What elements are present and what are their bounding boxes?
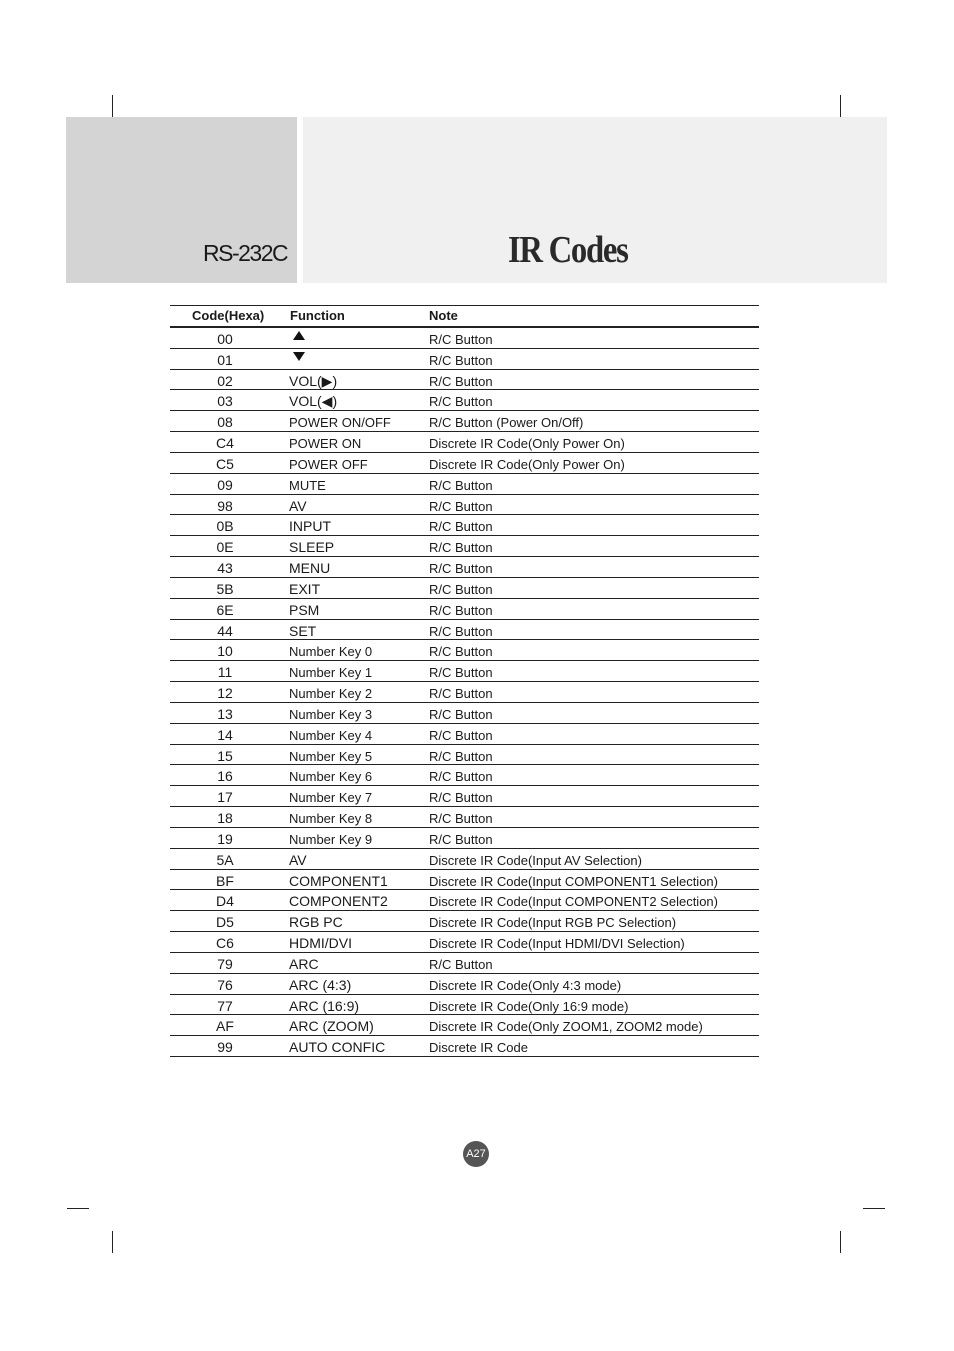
code-cell: D4 [216,893,234,910]
code-cell: BF [216,872,234,889]
note-cell: R/C Button [429,748,493,764]
note-cell: R/C Button [429,706,493,722]
function-cell: POWER OFF [289,456,368,472]
section-label: RS-232C [203,240,288,266]
table-row [170,620,759,641]
code-cell: 5B [216,580,234,597]
note-cell: R/C Button [429,686,493,702]
crop-mark [840,95,841,117]
note-cell: Discrete IR Code [429,1040,528,1056]
code-cell: 15 [217,747,233,764]
note-cell: Discrete IR Code(Input COMPONENT1 Selection) [429,873,718,889]
code-cell: 0E [216,539,234,556]
note-cell: R/C Button [429,498,493,514]
note-cell: Discrete IR Code(Only 4:3 mode) [429,977,622,993]
code-cell: 6E [216,601,234,618]
function-cell: Number Key 1 [289,665,373,681]
function-cell: ARC (4:3) [289,976,352,993]
function-cell: VOL(▶) [289,372,338,389]
note-cell: Discrete IR Code(Only ZOOM1, ZOOM2 mode) [429,1019,703,1035]
code-cell: AF [216,1018,234,1035]
code-cell: D5 [216,914,234,931]
table-row [170,807,759,828]
crop-mark [863,1208,885,1209]
code-cell: 10 [217,643,233,660]
note-cell: R/C Button [429,727,493,743]
function-cell: Number Key 0 [289,644,373,660]
note-cell: R/C Button [429,623,493,639]
table-row [170,557,759,578]
note-cell: Discrete IR Code(Input AV Selection) [429,852,642,868]
function-cell: POWER ON [289,436,362,452]
function-cell: Number Key 7 [289,790,373,806]
function-cell: SLEEP [289,539,335,556]
table-row [170,849,759,870]
table-row [170,515,759,536]
code-cell: 18 [217,810,233,827]
note-cell: Discrete IR Code(Input COMPONENT2 Selection) [429,894,718,910]
table-row [170,911,759,932]
note-cell: R/C Button [429,644,493,660]
code-cell: C4 [216,435,234,452]
table-row [170,870,759,891]
function-cell: PSM [289,601,320,618]
function-cell: VOL(◀) [289,393,338,410]
table-row [170,349,759,370]
note-cell: R/C Button [429,831,493,847]
table-row [170,495,759,516]
crop-mark [67,1208,89,1209]
code-cell: 02 [217,372,233,389]
table-header [170,305,759,328]
page-title: IR Codes [508,229,628,271]
note-cell: R/C Button [429,352,493,368]
function-cell: HDMI/DVI [289,935,352,952]
note-cell: Discrete IR Code(Input RGB PC Selection) [429,915,677,931]
code-cell: 98 [217,497,233,514]
table-row [170,724,759,745]
table-row [170,1015,759,1036]
table-row [170,432,759,453]
code-cell: 14 [217,726,233,743]
table-row [170,640,759,661]
table-row [170,682,759,703]
note-cell: R/C Button [429,581,493,597]
table-row [170,765,759,786]
code-cell: C5 [216,455,234,472]
note-cell: R/C Button [429,790,493,806]
function-cell: EXIT [289,580,321,597]
table-row [170,745,759,766]
down-triangle-icon [293,352,305,361]
code-cell: 12 [217,685,233,702]
note-cell: R/C Button [429,811,493,827]
table-row [170,828,759,849]
table-row [170,599,759,620]
table-row [170,974,759,995]
crop-mark [840,1231,841,1253]
code-cell: 19 [217,830,233,847]
function-cell: AV [289,851,307,868]
table-row [170,390,759,411]
code-cell: 5A [216,851,234,868]
note-cell: R/C Button [429,769,493,785]
function-cell: Number Key 8 [289,811,373,827]
table-row [170,661,759,682]
code-cell: 77 [217,997,233,1014]
header-function: Function [290,308,345,323]
table-row [170,474,759,495]
function-cell: MENU [289,560,331,577]
code-cell: C6 [216,935,234,952]
code-cell: 16 [217,768,233,785]
function-cell: SET [289,622,317,639]
code-cell: 43 [217,560,233,577]
note-cell: R/C Button [429,602,493,618]
function-cell: COMPONENT1 [289,872,388,889]
crop-mark [112,95,113,117]
ir-codes-table [170,305,759,1057]
code-cell: 17 [217,789,233,806]
code-cell: 44 [217,622,233,639]
code-cell: 79 [217,955,233,972]
function-cell: Number Key 4 [289,727,373,743]
function-cell: Number Key 3 [289,706,373,722]
table-row [170,953,759,974]
code-cell: 11 [217,664,233,681]
note-cell: R/C Button [429,373,493,389]
page-number-badge: A27 [463,1141,489,1167]
code-cell: 01 [217,351,233,368]
function-cell: AV [289,497,307,514]
note-cell: R/C Button (Power On/Off) [429,415,584,431]
note-cell: R/C Button [429,956,493,972]
note-cell: Discrete IR Code(Only 16:9 mode) [429,998,629,1014]
function-cell: ARC [289,955,319,972]
code-cell: 03 [217,393,233,410]
function-cell: ARC (ZOOM) [289,1018,374,1035]
note-cell: R/C Button [429,665,493,681]
table-row [170,703,759,724]
table-row [170,578,759,599]
function-cell: COMPONENT2 [289,893,388,910]
code-cell: 99 [217,1039,233,1056]
note-cell: R/C Button [429,394,493,410]
note-cell: R/C Button [429,332,493,347]
code-cell: 09 [217,476,233,493]
function-cell: Number Key 2 [289,686,373,702]
note-cell: R/C Button [429,561,493,577]
table-row [170,536,759,557]
table-row [170,453,759,474]
table-row [170,890,759,911]
function-cell: ARC (16:9) [289,997,360,1014]
crop-mark [112,1231,113,1253]
note-cell: R/C Button [429,540,493,556]
code-cell: 08 [217,414,233,431]
note-cell: R/C Button [429,477,493,493]
note-cell: R/C Button [429,519,493,535]
code-cell: 76 [217,976,233,993]
table-row [170,995,759,1016]
table-row [170,932,759,953]
up-triangle-icon [293,331,305,340]
note-cell: Discrete IR Code(Input HDMI/DVI Selection) [429,936,685,952]
table-row [170,786,759,807]
table-row [170,370,759,391]
function-cell: Number Key 5 [289,748,373,764]
table-body [170,328,759,1057]
note-cell: Discrete IR Code(Only Power On) [429,436,625,452]
function-cell: POWER ON/OFF [289,415,391,431]
function-cell: AUTO CONFIC [289,1039,386,1056]
function-cell: INPUT [289,518,331,535]
code-cell: 0B [216,518,234,535]
function-cell: MUTE [289,477,326,493]
code-cell: 00 [217,331,233,347]
note-cell: Discrete IR Code(Only Power On) [429,456,625,472]
function-cell: RGB PC [289,914,343,931]
function-cell: Number Key 9 [289,831,373,847]
header-code: Code(Hexa) [192,308,265,323]
table-row [170,1036,759,1057]
header-note: Note [429,308,458,323]
code-cell: 13 [217,705,233,722]
table-row [170,411,759,432]
table-row [170,328,759,349]
function-cell: Number Key 6 [289,769,373,785]
